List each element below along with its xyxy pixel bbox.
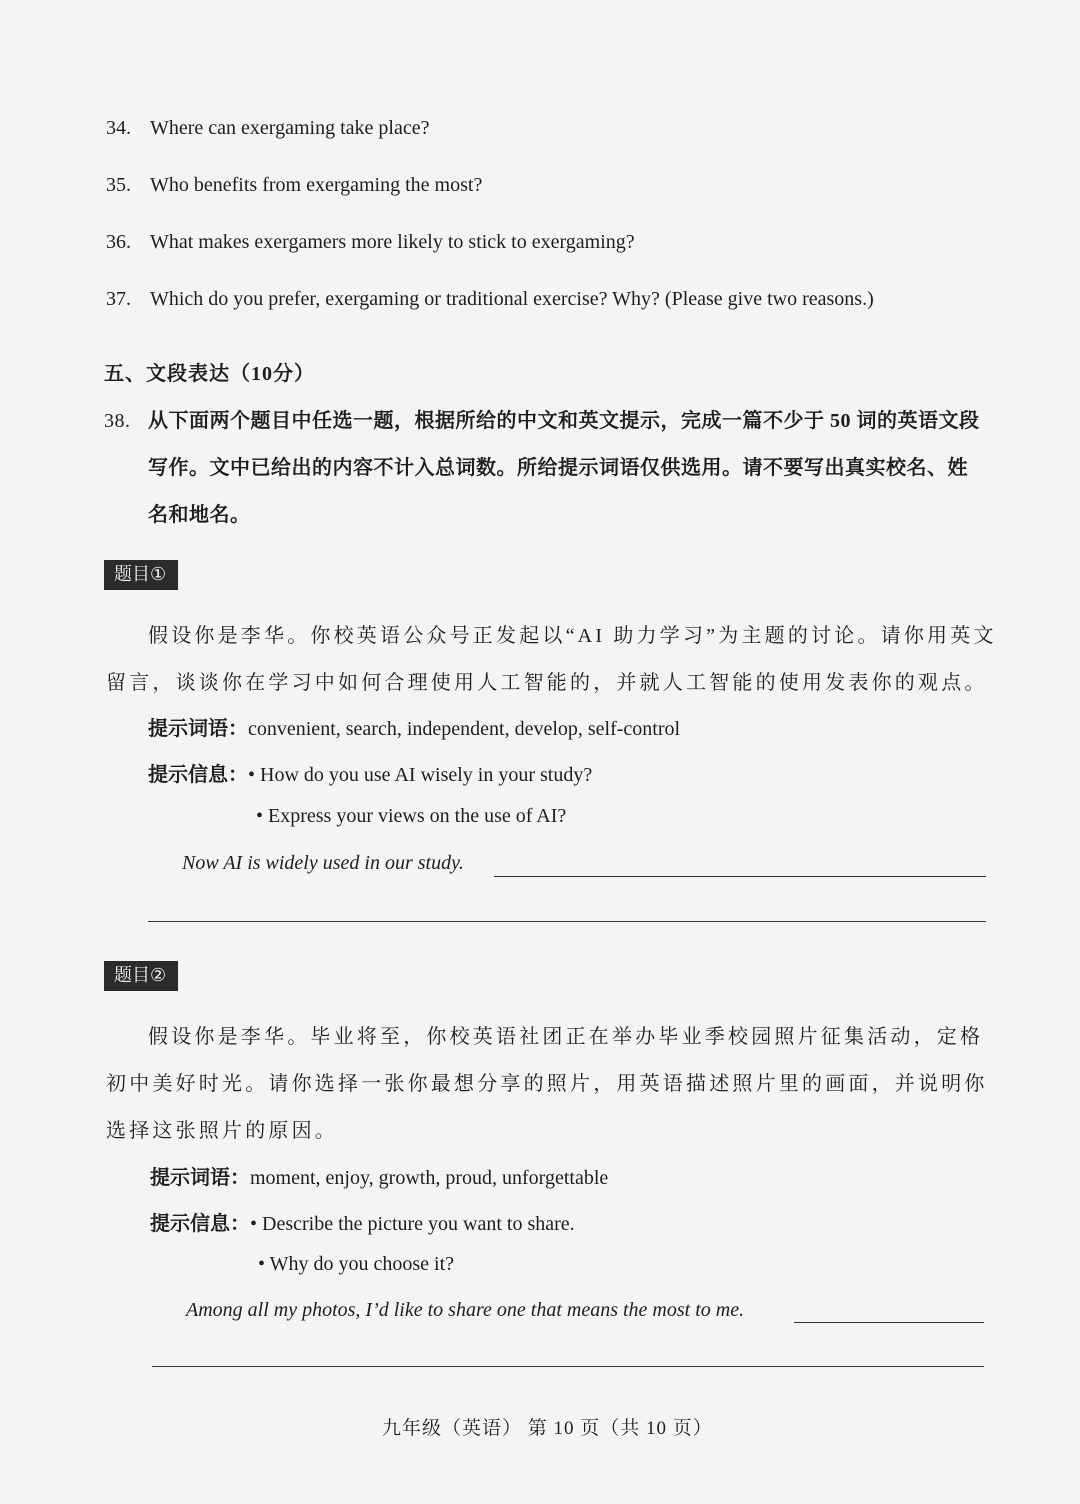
topic-2-hint-words [150,1161,608,1190]
hint-words: moment, enjoy, growth, proud, unforgettable [250,1167,609,1189]
hint-bullet-2: Express your views on the use of AI? [268,805,567,827]
topic-1-hint-bullet-2 [256,805,566,828]
question-38-line-1 [104,404,980,433]
question-35 [106,174,482,197]
question-number: 36. [106,231,131,253]
bullet-dot: • [256,805,269,827]
topic-2-tag: 题目② [104,961,178,991]
question-number: 35. [106,174,131,196]
answer-line[interactable] [794,1322,984,1323]
hint-bullet-2: Why do you choose it? [269,1253,455,1275]
question-number: 38. [104,410,131,432]
question-number: 34. [106,117,131,139]
question-37 [106,288,874,311]
topic-2-hint-bullet-2 [258,1253,454,1276]
topic-2-hint-info [150,1207,575,1236]
hint-words-label: 提示词语： [150,1167,250,1189]
answer-line[interactable] [494,876,986,877]
question-text: Who benefits from exergaming the most? [150,174,483,196]
question-number: 37. [106,288,131,310]
hint-words: convenient, search, independent, develop, self-control [248,718,681,740]
page-footer: 九年级（英语） 第 10 页（共 10 页） [382,1418,713,1439]
question-34 [106,117,429,140]
topic-2-prompt-line-2: 初中美好时光。请你选择一张你最想分享的照片，用英语描述照片里的画面，并说明你 [106,1073,988,1095]
section-title: 五、文段表达（10分） [104,363,315,385]
topic-1-tag: 题目① [104,560,178,590]
bullet-dot: • [258,1253,270,1275]
hint-info-label: 提示信息： [148,764,248,786]
q38-instructions-2: 写作。文中已给出的内容不计入总词数。所给提示词语仅供选用。请不要写出真实校名、姓 [148,457,968,479]
question-text: Where can exergaming take place? [150,117,430,139]
hint-bullet-1: Describe the picture you want to share. [262,1213,575,1235]
bullet-dot: • [250,1213,263,1235]
topic-1-hint-info [148,758,592,787]
q38-instructions-1: 从下面两个题目中任选一题，根据所给的中文和英文提示，完成一篇不少于 50 词的英语文段 [148,410,980,432]
hint-words-label: 提示词语： [148,718,248,740]
topic-1-hint-words [148,712,680,741]
topic-1-starter-sentence: Now AI is widely used in our study. [182,852,464,874]
topic-1-prompt-line-1: 假设你是李华。你校英语公众号正发起以“AI 助力学习”为主题的讨论。请你用英文 [148,625,997,647]
question-text: What makes exergamers more likely to stick to exergaming? [150,231,635,253]
q38-instructions-3: 名和地名。 [148,504,251,526]
answer-line[interactable] [148,921,986,922]
answer-line[interactable] [152,1366,984,1367]
hint-info-label: 提示信息： [150,1213,250,1235]
hint-bullet-1: How do you use AI wisely in your study? [260,764,593,786]
topic-1-prompt-line-2: 留言，谈谈你在学习中如何合理使用人工智能的，并就人工智能的使用发表你的观点。 [106,672,988,694]
topic-2-prompt-line-1: 假设你是李华。毕业将至，你校英语社团正在举办毕业季校园照片征集活动，定格 [148,1026,984,1048]
question-text: Which do you prefer, exergaming or traditional exercise? Why? (Please give two reasons.) [150,288,874,310]
question-36 [106,231,635,254]
topic-2-starter-sentence: Among all my photos, I’d like to share one that means the most to me. [186,1299,745,1321]
topic-2-prompt-line-3: 选择这张照片的原因。 [106,1120,338,1142]
bullet-dot: • [248,764,261,786]
